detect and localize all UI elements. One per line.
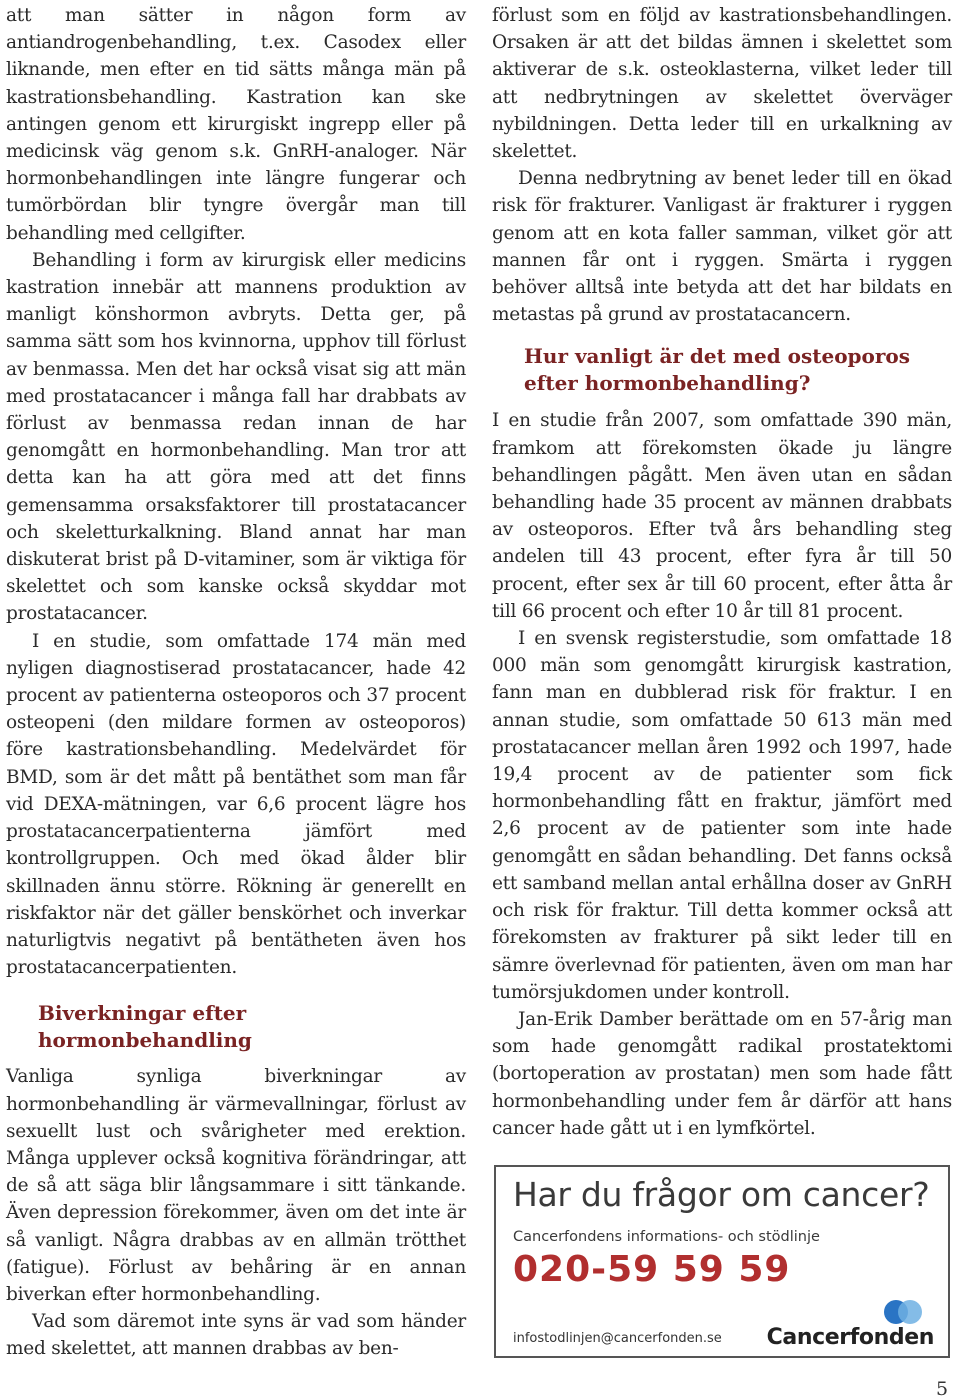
cancerfonden-logo-icon bbox=[883, 1299, 923, 1325]
page-number: 5 bbox=[936, 1378, 949, 1400]
helpline-email[interactable]: infostodlinjen@cancerfonden.se bbox=[513, 1331, 722, 1346]
left-paragraph-5: Vad som däremot inte syns är vad som händer med skelettet, att mannen drabbas av ben- bbox=[6, 1311, 466, 1360]
left-paragraph-1: att man sätter in någon form av antiandrogenbehandling, t.ex. Casodex eller liknande, men efter en tid sätts många män på kastrationsbehandling. Kastration kan ske antingen genom ett kirurgiskt ingrepp eller på medicinsk väg genom s.k. GnRH-analoger. När hormonbehandlingen inte längre fungerar och tumörbördan blir tyngre övergår man till behandling med cellgifter. bbox=[6, 5, 466, 244]
right-paragraph-5: Jan-Erik Damber berättade om en 57-årig man som hade genomgått radikal prostatektomi (bortoperation av prostatan) men som hade fått hormonbehandling under fem år därför att hans cancer hade gått ut i en lymfkörtel. bbox=[492, 1008, 952, 1139]
right-paragraph-3: I en studie från 2007, som omfattade 390 män, framkom att förekomsten ökade ju längre behandlingen pågått. Men även utan en sådan behandling hade 35 procent av männen drabbats av osteoporos. Efter två års behandling steg andelen till 43 procent, efter fyra år till 50 procent, efter sex år till 60 procent, efter åtta år till 66 procent och efter 10 år till 81 procent. bbox=[492, 410, 952, 622]
right-column bbox=[492, 2, 952, 1142]
right-paragraph-2: Denna nedbrytning av benet leder till en ökad risk för frakturer. Vanligast är frakturer i ryggen genom att en kota faller samman, vilket gör att mannen får ont i ryggen. Smärta i ryggen behöver alltså inte betyda att det har bildats en metastas på grund av prostatacancern. bbox=[492, 168, 952, 326]
cancerfonden-logo bbox=[767, 1299, 934, 1350]
heading-line-1: Biverkningar efter bbox=[38, 1001, 247, 1026]
left-paragraph-4: Vanliga synliga biverkningar av hormonbehandling är värmevallningar, förlust av sexuellt lust och svårigheter med erektion. Många upplever också kognitiva förändringar, att de så att säga blir långsammare i sitt tänkande. Även depression förekommer, även om det inte är så vanligt. Några drabbas av en allmän trötthet (fatigue). Förlust av behåring är en annan biverkan efter hormonbehandling. bbox=[6, 1066, 466, 1305]
helpline-subtitle: Cancerfondens informations- och stödlinje bbox=[513, 1229, 820, 1245]
left-column bbox=[6, 2, 466, 1363]
logo-wordmark: Cancerfonden bbox=[766, 1325, 934, 1350]
heading-line-1: Hur vanligt är det med osteoporos bbox=[524, 344, 911, 369]
cancer-helpline-box bbox=[494, 1165, 950, 1358]
left-paragraph-3: I en studie, som omfattade 174 män med nyligen diagnostiserad prostatacancer, hade 42 procent av patienterna osteoporos och 37 procent osteopeni (den mildare formen av osteoporos) före kastrationsbehandling. Medelvärdet för BMD, som är det mått på bentäthet som man får vid DEXA-mätningen, var 6,6 procent lägre hos prostatacancerpatienterna jämfört med kontrollgruppen. Och med ökad ålder blir skillnaden ännu större. Rökning är generellt en riskfaktor när det gäller benskörhet och inverkar naturligtvis negativt på bentätheten även hos prostatacancerpatienten. bbox=[6, 630, 466, 979]
heading-line-2: hormonbehandling bbox=[38, 1028, 252, 1053]
helpline-heading: Har du frågor om cancer? bbox=[513, 1175, 930, 1214]
left-paragraph-2: Behandling i form av kirurgisk eller medicins kastration innebär att mannens produktion av manligt könshormon avbryts. Detta ger, på samma sätt som hos kvinnorna, upphov till förlust av benmassa. Men det har också visat sig att män med prostatacancer i många fall har drabbats av förlust av benmassa redan innan de har genomgått en hormonbehandling. Man tror att detta kan ha att göra med att det finns gemensamma orsaksfaktorer till prostatacancer och skeletturkalkning. Bland annat har man diskuterat brist på D-vitaminer, som är viktiga för skelettet och som kanske också skyddar mot prostatacancer. bbox=[6, 249, 466, 625]
section-heading-osteoporos bbox=[524, 343, 952, 397]
heading-line-2: efter hormonbehandling? bbox=[524, 371, 811, 396]
helpline-phone-number[interactable]: 020-59 59 59 bbox=[513, 1249, 791, 1290]
right-paragraph-4: I en svensk registerstudie, som omfattade 18 000 män som genomgått kirurgisk kastration, fann man en dubblerad risk för fraktur. I en annan studie, som omfattade 50 613 män med prostatacancer mellan åren 1992 och 1997, hade 19,4 procent av de patienter som fick hormonbehandling fått en fraktur, jämfört med 2,6 procent av de patienter som inte hade genomgått en sådan behandling. Det fanns också ett samband mellan antal erhållna doser av GnRH och risk för fraktur. Till detta kommer också att förekomsten av frakturer på sikt leder till en sämre överlevnad för patienten, även om man har tumörsjukdomen under kontroll. bbox=[492, 628, 952, 1003]
right-paragraph-1: förlust som en följd av kastrationsbehandlingen. Orsaken är att det bildas ämnen i skelettet som aktiverar de s.k. osteoklasterna, vilket leder till att nedbrytningen av skelettet överväger nybildningen. Detta leder till en urkalkning av skelettet. bbox=[492, 5, 952, 163]
section-heading-biverkningar bbox=[38, 1000, 466, 1054]
